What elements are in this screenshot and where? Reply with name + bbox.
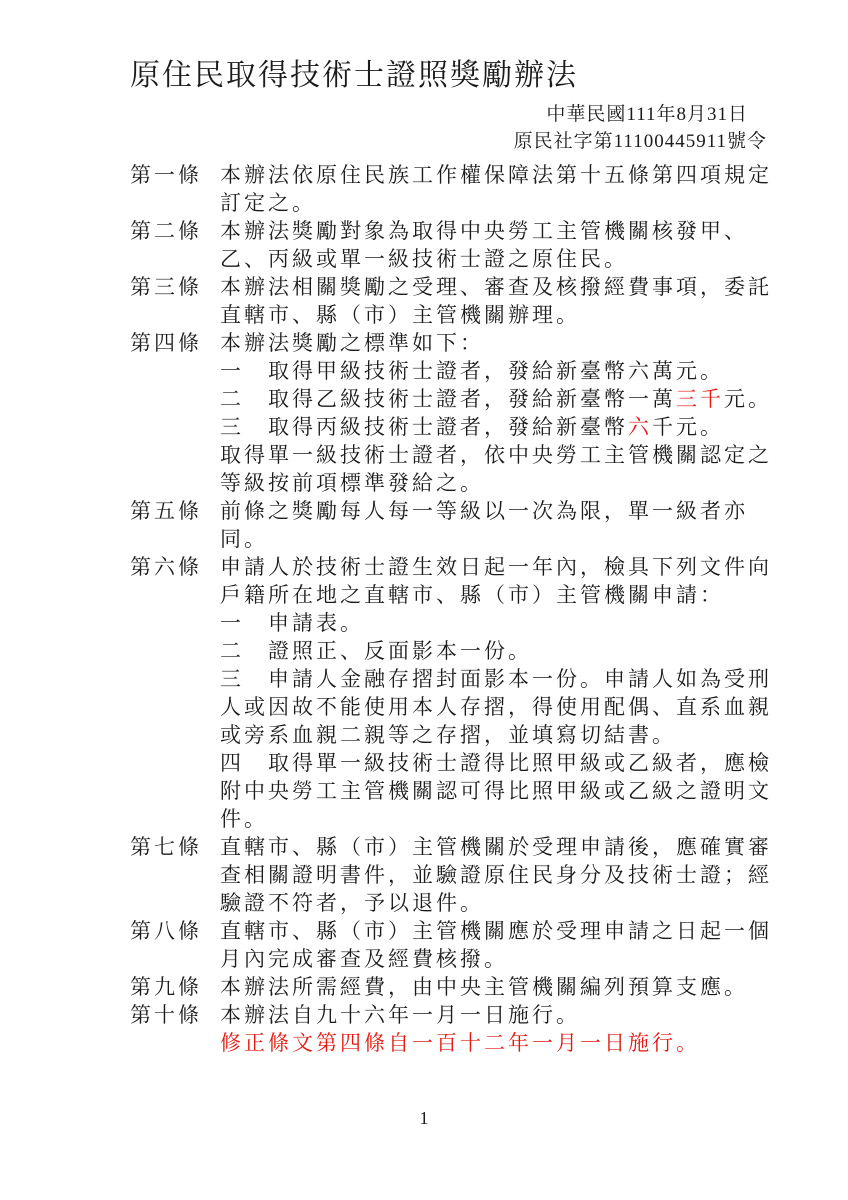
article-line — [130, 217, 778, 245]
article-number — [130, 945, 220, 973]
continuation-line — [130, 469, 778, 497]
article-number — [130, 469, 220, 497]
article-number — [130, 805, 220, 833]
continuation-line — [130, 245, 778, 273]
article-number — [130, 609, 220, 637]
text-segment: 人或因故不能使用本人存摺，得使用配偶、直系血親 — [220, 695, 772, 719]
line-text — [220, 273, 772, 301]
document-number: 原民社字第11100445911號令 — [513, 131, 767, 152]
line-text — [220, 385, 772, 413]
text-segment: 件。 — [220, 807, 268, 831]
continuation-line — [130, 777, 778, 805]
article-line — [130, 917, 778, 945]
continuation-line — [130, 945, 778, 973]
article-number — [130, 357, 220, 385]
line-text — [220, 525, 268, 553]
text-segment: 千元。 — [652, 415, 724, 439]
text-segment: 一 取得甲級技術士證者，發給新臺幣六萬元。 — [220, 359, 724, 383]
continuation-line — [130, 357, 778, 385]
article-line — [130, 973, 778, 1001]
text-segment: 附中央勞工主管機關認可得比照甲級或乙級之證明文 — [220, 779, 772, 803]
continuation-line — [130, 413, 778, 441]
page-number: 1 — [419, 1108, 429, 1128]
text-segment: 本辦法獎勵對象為取得中央勞工主管機關核發甲、 — [220, 219, 748, 243]
line-text — [220, 441, 772, 469]
continuation-line — [130, 749, 778, 777]
text-segment: 同。 — [220, 527, 268, 551]
line-text — [220, 889, 484, 917]
article-line — [130, 553, 778, 581]
article-number — [130, 1029, 220, 1057]
article-line — [130, 497, 778, 525]
document-body — [130, 161, 778, 1057]
article-number: 第六條 — [130, 555, 202, 579]
continuation-line — [130, 693, 778, 721]
article-line — [130, 833, 778, 861]
text-segment: 元。 — [724, 387, 772, 411]
article-number: 第九條 — [130, 975, 202, 999]
article-number — [130, 665, 220, 693]
article-number — [130, 189, 220, 217]
article-number — [130, 245, 220, 273]
text-segment: 一 申請表。 — [220, 611, 364, 635]
line-text — [220, 777, 772, 805]
line-text — [220, 637, 532, 665]
text-segment: 查相關證明書件，並驗證原住民身分及技術士證；經 — [220, 863, 772, 887]
article-number: 第五條 — [130, 499, 202, 523]
line-text — [220, 805, 268, 833]
text-segment: 四 取得單一級技術士證得比照甲級或乙級者，應檢 — [220, 751, 772, 775]
line-text — [220, 245, 628, 273]
text-segment: 等級按前項標準發給之。 — [220, 471, 484, 495]
article-number: 第四條 — [130, 331, 202, 355]
text-segment: 三 取得丙級技術士證者，發給新臺幣 — [220, 415, 628, 439]
continuation-line — [130, 301, 778, 329]
text-segment: 前條之獎勵每人每一等級以一次為限，單一級者亦 — [220, 499, 748, 523]
article-line — [130, 273, 778, 301]
article-number — [130, 693, 220, 721]
article-number — [130, 581, 220, 609]
article-number — [130, 637, 220, 665]
article-number — [130, 301, 220, 329]
line-text — [220, 693, 772, 721]
text-segment: 驗證不符者，予以退件。 — [220, 891, 484, 915]
line-text — [220, 665, 772, 693]
continuation-line — [130, 441, 778, 469]
line-text — [220, 1029, 700, 1057]
line-text — [220, 469, 484, 497]
continuation-line — [130, 637, 778, 665]
line-text — [220, 861, 772, 889]
text-segment: 本辦法依原住民族工作權保障法第十五條第四項規定 — [220, 163, 772, 187]
article-number — [130, 749, 220, 777]
line-text — [220, 917, 772, 945]
article-number — [130, 721, 220, 749]
continuation-line — [130, 665, 778, 693]
text-segment: 二 證照正、反面影本一份。 — [220, 639, 532, 663]
text-segment: 乙、丙級或單一級技術士證之原住民。 — [220, 247, 628, 271]
line-text — [220, 301, 580, 329]
line-text — [220, 357, 724, 385]
line-text — [220, 749, 772, 777]
article-line — [130, 1001, 778, 1029]
continuation-line — [130, 525, 778, 553]
continuation-line — [130, 385, 778, 413]
line-text — [220, 189, 316, 217]
amended-text: 修正條文第四條自一百十二年一月一日施行。 — [220, 1031, 700, 1055]
article-number: 第二條 — [130, 219, 202, 243]
text-segment: 直轄市、縣（市）主管機關於受理申請後，應確實審 — [220, 835, 772, 859]
text-segment: 本辦法所需經費，由中央主管機關編列預算支應。 — [220, 975, 748, 999]
continuation-line — [130, 189, 778, 217]
article-number — [130, 413, 220, 441]
amended-text: 三千 — [676, 387, 724, 411]
text-segment: 直轄市、縣（市）主管機關應於受理申請之日起一個 — [220, 919, 772, 943]
continuation-line — [130, 805, 778, 833]
continuation-line — [130, 581, 778, 609]
article-number — [130, 889, 220, 917]
line-text — [220, 721, 676, 749]
line-text — [220, 553, 772, 581]
text-segment: 取得單一級技術士證者，依中央勞工主管機關認定之 — [220, 443, 772, 467]
article-number — [130, 777, 220, 805]
text-segment: 申請人於技術士證生效日起一年內，檢具下列文件向 — [220, 555, 772, 579]
promulgation-date: 中華民國111年8月31日 — [546, 104, 748, 125]
text-segment: 本辦法相關獎勵之受理、審查及核撥經費事項，委託 — [220, 275, 772, 299]
text-segment: 本辦法自九十六年一月一日施行。 — [220, 1003, 580, 1027]
text-segment: 月內完成審查及經費核撥。 — [220, 947, 508, 971]
article-number: 第一條 — [130, 163, 202, 187]
continuation-line — [130, 721, 778, 749]
article-line — [130, 161, 778, 189]
line-text — [220, 973, 748, 1001]
line-text — [220, 833, 772, 861]
article-number: 第三條 — [130, 275, 202, 299]
amended-text: 六 — [628, 415, 652, 439]
article-number — [130, 441, 220, 469]
text-segment: 或旁系血親二親等之存摺，並填寫切結書。 — [220, 723, 676, 747]
continuation-line — [130, 1029, 778, 1057]
line-text — [220, 945, 508, 973]
line-text — [220, 497, 748, 525]
article-number — [130, 525, 220, 553]
article-number — [130, 861, 220, 889]
continuation-line — [130, 861, 778, 889]
continuation-line — [130, 609, 778, 637]
article-number: 第十條 — [130, 1003, 202, 1027]
text-segment: 三 申請人金融存摺封面影本一份。申請人如為受刑 — [220, 667, 772, 691]
text-segment: 本辦法獎勵之標準如下： — [220, 331, 484, 355]
text-segment: 訂定之。 — [220, 191, 316, 215]
line-text — [220, 1001, 580, 1029]
text-segment: 戶籍所在地之直轄市、縣（市）主管機關申請： — [220, 583, 724, 607]
line-text — [220, 161, 772, 189]
continuation-line — [130, 889, 778, 917]
line-text — [220, 217, 748, 245]
article-line — [130, 329, 778, 357]
document-title: 原住民取得技術士證照獎勵辦法 — [130, 59, 578, 92]
line-text — [220, 413, 724, 441]
article-number: 第八條 — [130, 919, 202, 943]
article-number: 第七條 — [130, 835, 202, 859]
text-segment: 二 取得乙級技術士證者，發給新臺幣一萬 — [220, 387, 676, 411]
line-text — [220, 329, 484, 357]
article-number — [130, 385, 220, 413]
line-text — [220, 581, 724, 609]
line-text — [220, 609, 364, 637]
text-segment: 直轄市、縣（市）主管機關辦理。 — [220, 303, 580, 327]
